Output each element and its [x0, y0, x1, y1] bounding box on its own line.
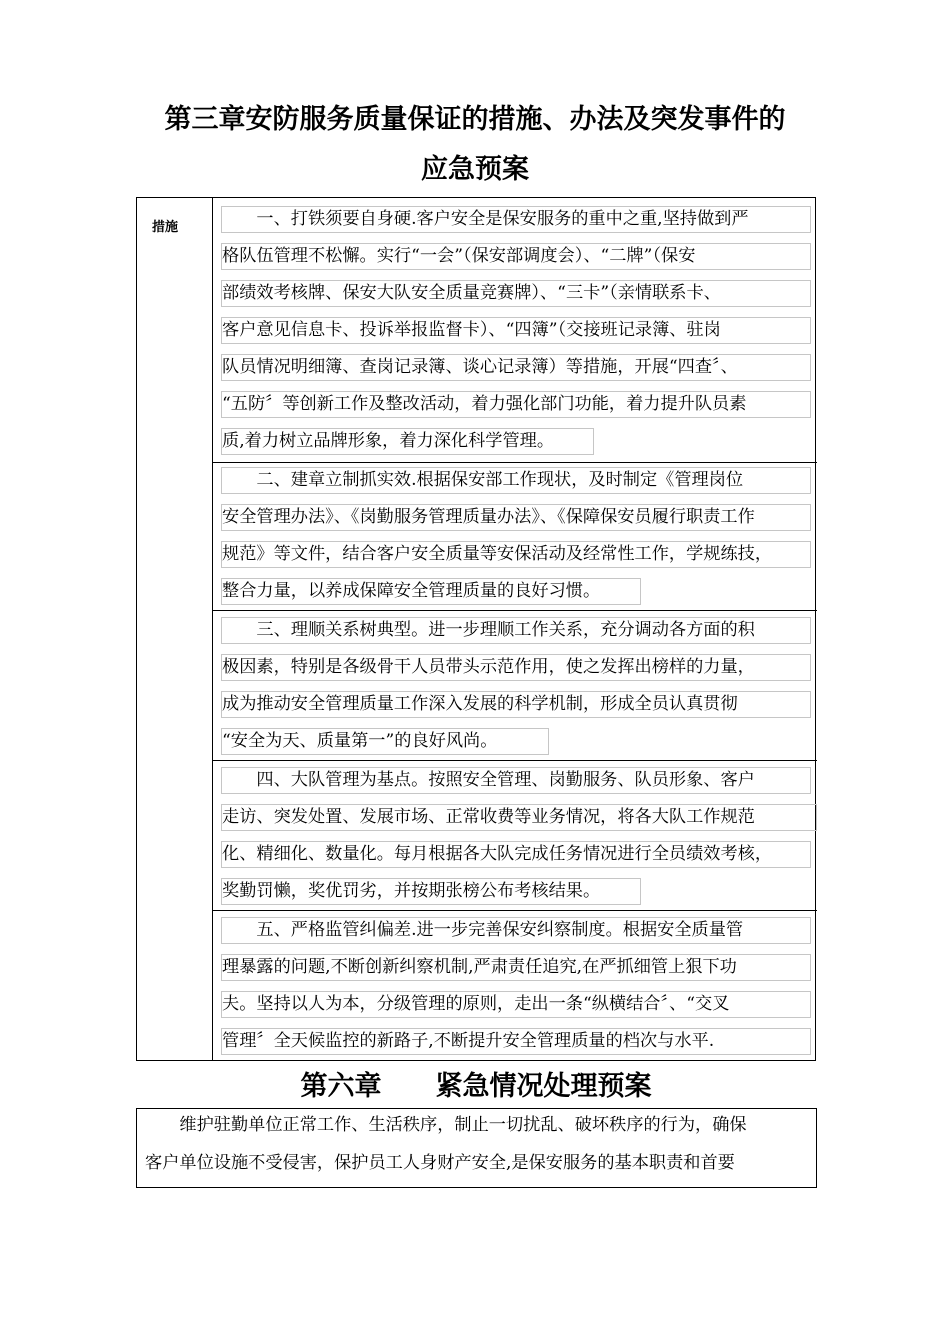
text-line: 质,着力树立品牌形象，着力深化科学管理。: [221, 428, 594, 455]
text-line: 客户单位设施不受侵害，保护员工人身财产安全,是保安服务的基本职责和首要: [145, 1153, 735, 1173]
text-line: 管理〞全天候监控的新路子,不断提升安全管理质量的档次与水平.: [221, 1028, 811, 1055]
text-line: 四、大队管理为基点。按照安全管理、岗勤服务、队员形象、客户: [221, 767, 811, 794]
measure-section-4: [213, 761, 817, 911]
chapter-title-line-1: 第三章安防服务质量保证的措施、办法及突发事件的: [164, 104, 786, 135]
measure-section-2: [213, 463, 817, 611]
text-line: 二、建章立制抓实效.根据保安部工作现状，及时制定《管理岗位: [221, 467, 811, 494]
measure-section-5: [213, 911, 817, 1060]
text-line: “安全为天、质量第一”的良好风尚。: [221, 728, 549, 755]
text-line: 成为推动安全管理质量工作深入发展的科学机制，形成全员认真贯彻: [221, 691, 811, 718]
chapter-title-line-2: 应急预案: [421, 154, 529, 185]
text-line: 客户意见信息卡、投诉举报监督卡）、“四簿”（交接班记录簿、驻岗: [221, 317, 811, 344]
chapter-6-heading: 第六章 紧急情况处理预案: [300, 1071, 652, 1102]
table-label-column: [137, 198, 213, 1060]
text-line: 安全管理办法》、《岗勤服务管理质量办法》、《保障保安员履行职责工作: [221, 504, 811, 531]
text-line: 化、精细化、数量化。每月根据各大队完成任务情况进行全员绩效考核，: [221, 841, 811, 868]
measures-table: [136, 197, 816, 1061]
text-line: “五防〞等创新工作及整改活动，着力强化部门功能，着力提升队员素: [221, 391, 811, 418]
text-line: 规范》等文件，结合客户安全质量等安保活动及经常性工作，学规练技，: [221, 541, 811, 568]
text-line: 整合力量，以养成保障安全管理质量的良好习惯。: [221, 578, 641, 605]
table-label: 措施: [152, 220, 179, 235]
text-line: 格队伍管理不松懈。实行“一会”（保安部调度会）、“二牌”（保安: [221, 243, 811, 270]
text-line: 三、理顺关系树典型。进一步理顺工作关系，充分调动各方面的积: [221, 617, 811, 644]
text-line: 部绩效考核牌、保安大队安全质量竞赛牌）、“三卡”（亲情联系卡、: [221, 280, 811, 307]
text-line: 队员情况明细簿、查岗记录簿、谈心记录簿）等措施，开展“四查〞、: [221, 354, 811, 381]
text-line: 奖勤罚懒，奖优罚劣，并按期张榜公布考核结果。: [221, 878, 641, 905]
text-line: 理暴露的问题,不断创新纠察机制,严肃责任追究,在严抓细管上狠下功: [221, 954, 811, 981]
text-line: 一、打铁须要自身硬.客户安全是保安服务的重中之重,坚持做到严: [221, 206, 811, 233]
text-line: 维护驻勤单位正常工作、生活秩序，制止一切扰乱、破坏秩序的行为，确保: [145, 1115, 747, 1135]
measure-section-3: [213, 611, 817, 761]
text-line: 走访、突发处置、发展市场、正常收费等业务情况，将各大队工作规范: [221, 804, 817, 831]
text-line: 夫。坚持以人为本，分级管理的原则，走出一条“纵横结合〞、“交叉: [221, 991, 811, 1018]
measure-section-1: [213, 198, 817, 463]
emergency-text-box: [136, 1108, 817, 1188]
text-line: 五、严格监管纠偏差.进一步完善保安纠察制度。根据安全质量管: [221, 917, 811, 944]
text-line: 极因素，特别是各级骨干人员带头示范作用，使之发挥出榜样的力量，: [221, 654, 811, 681]
